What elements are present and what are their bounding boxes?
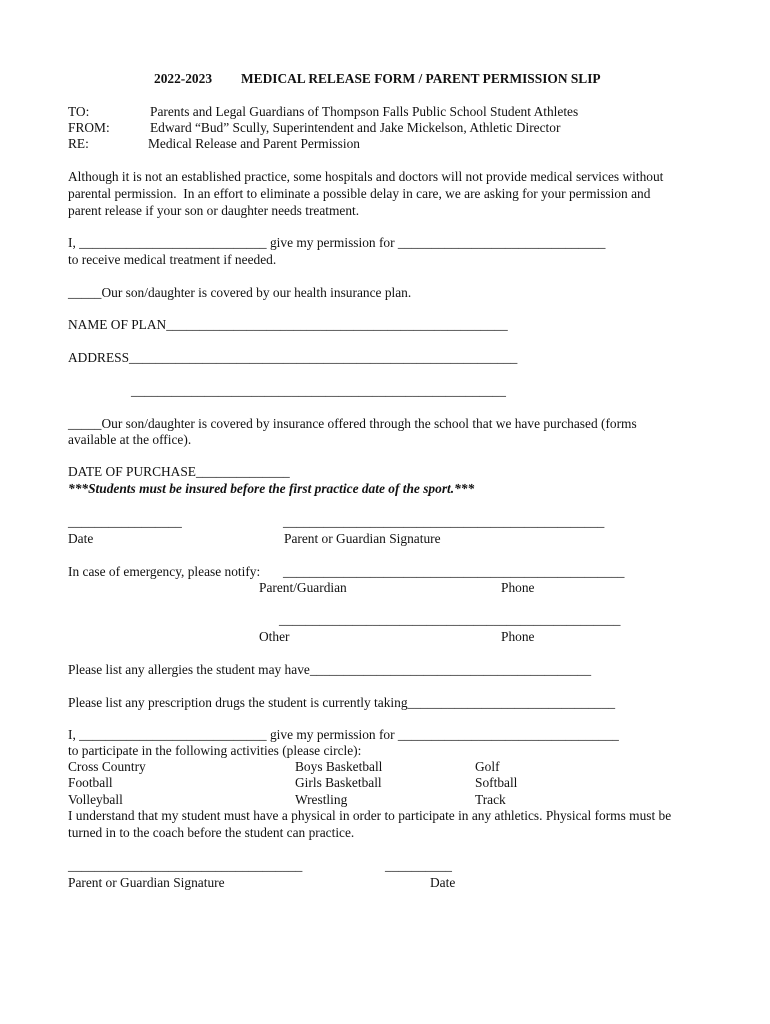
to-label: TO: bbox=[68, 104, 90, 119]
phone-label-2: Phone bbox=[501, 629, 535, 644]
date-field-2[interactable]: __________ bbox=[385, 858, 452, 873]
date-label-2: Date bbox=[430, 875, 456, 890]
intro-line-3: parent release if your son or daughter needs treatment. bbox=[68, 203, 360, 218]
plan-name-field[interactable]: NAME OF PLAN___________________________________________________ bbox=[68, 317, 508, 332]
activity-girls-basketball[interactable]: Girls Basketball bbox=[295, 775, 382, 790]
activity-permission-text: to participate in the following activities (please circle): bbox=[68, 743, 362, 758]
re-value: Medical Release and Parent Permission bbox=[148, 136, 360, 151]
medical-permission-text: to receive medical treatment if needed. bbox=[68, 252, 277, 267]
activity-football[interactable]: Football bbox=[68, 775, 113, 790]
form-title: MEDICAL RELEASE FORM / PARENT PERMISSION SLIP bbox=[241, 71, 601, 86]
own-insurance-checkbox-field[interactable]: _____Our son/daughter is covered by our health insurance plan. bbox=[68, 285, 412, 300]
phone-label-1: Phone bbox=[501, 580, 535, 595]
activity-cross-country[interactable]: Cross Country bbox=[68, 759, 146, 774]
date-label-1: Date bbox=[68, 531, 94, 546]
signature-field-2[interactable]: ___________________________________ bbox=[68, 858, 303, 873]
address-line-2-field[interactable]: ________________________________________________________ bbox=[131, 383, 506, 398]
emergency-contact-field-2[interactable]: ___________________________________________________ bbox=[279, 612, 621, 627]
to-value: Parents and Legal Guardians of Thompson Falls Public School Student Athletes bbox=[150, 104, 579, 119]
insurance-notice: ***Students must be insured before the first practice date of the sport.*** bbox=[68, 481, 475, 496]
school-insurance-checkbox-field[interactable]: _____Our son/daughter is covered by insurance offered through the school that we have purchased (forms bbox=[68, 416, 637, 431]
activity-volleyball[interactable]: Volleyball bbox=[68, 792, 123, 807]
activity-softball[interactable]: Softball bbox=[475, 775, 518, 790]
activity-track[interactable]: Track bbox=[475, 792, 506, 807]
activity-permission-field[interactable]: I, ____________________________ give my permission for _________________________________ bbox=[68, 727, 619, 742]
from-value: Edward “Bud” Scully, Superintendent and Jake Mickelson, Athletic Director bbox=[150, 120, 561, 135]
physical-notice-line-1: I understand that my student must have a physical in order to participate in any athletics. Physical forms must be bbox=[68, 808, 672, 823]
address-field[interactable]: ADDRESS__________________________________________________________ bbox=[68, 350, 518, 365]
prescriptions-field[interactable]: Please list any prescription drugs the student is currently taking_______________________________ bbox=[68, 695, 616, 710]
intro-line-2: parental permission. In an effort to eliminate a possible delay in care, we are asking for your permission and bbox=[68, 186, 651, 201]
date-field-1[interactable]: _________________ bbox=[68, 514, 182, 529]
re-label: RE: bbox=[68, 136, 89, 151]
school-insurance-text: available at the office). bbox=[68, 432, 192, 447]
activity-wrestling[interactable]: Wrestling bbox=[295, 792, 348, 807]
other-label: Other bbox=[259, 629, 290, 644]
signature-label-1: Parent or Guardian Signature bbox=[284, 531, 441, 546]
emergency-contact-field-1[interactable]: ___________________________________________________ bbox=[283, 564, 625, 579]
physical-notice-line-2: turned in to the coach before the student can practice. bbox=[68, 825, 355, 840]
emergency-prompt: In case of emergency, please notify: bbox=[68, 564, 261, 579]
intro-line-1: Although it is not an established practice, some hospitals and doctors will not provide medical services without bbox=[68, 169, 664, 184]
from-label: FROM: bbox=[68, 120, 110, 135]
activity-golf[interactable]: Golf bbox=[475, 759, 500, 774]
parent-guardian-label: Parent/Guardian bbox=[259, 580, 347, 595]
form-year: 2022-2023 bbox=[154, 71, 213, 86]
medical-permission-field[interactable]: I, ____________________________ give my permission for _______________________________ bbox=[68, 235, 606, 250]
date-of-purchase-field[interactable]: DATE OF PURCHASE______________ bbox=[68, 464, 290, 479]
signature-field-1[interactable]: ________________________________________________ bbox=[283, 514, 605, 529]
allergies-field[interactable]: Please list any allergies the student may have__________________________________________ bbox=[68, 662, 592, 677]
activity-boys-basketball[interactable]: Boys Basketball bbox=[295, 759, 383, 774]
signature-label-2: Parent or Guardian Signature bbox=[68, 875, 225, 890]
